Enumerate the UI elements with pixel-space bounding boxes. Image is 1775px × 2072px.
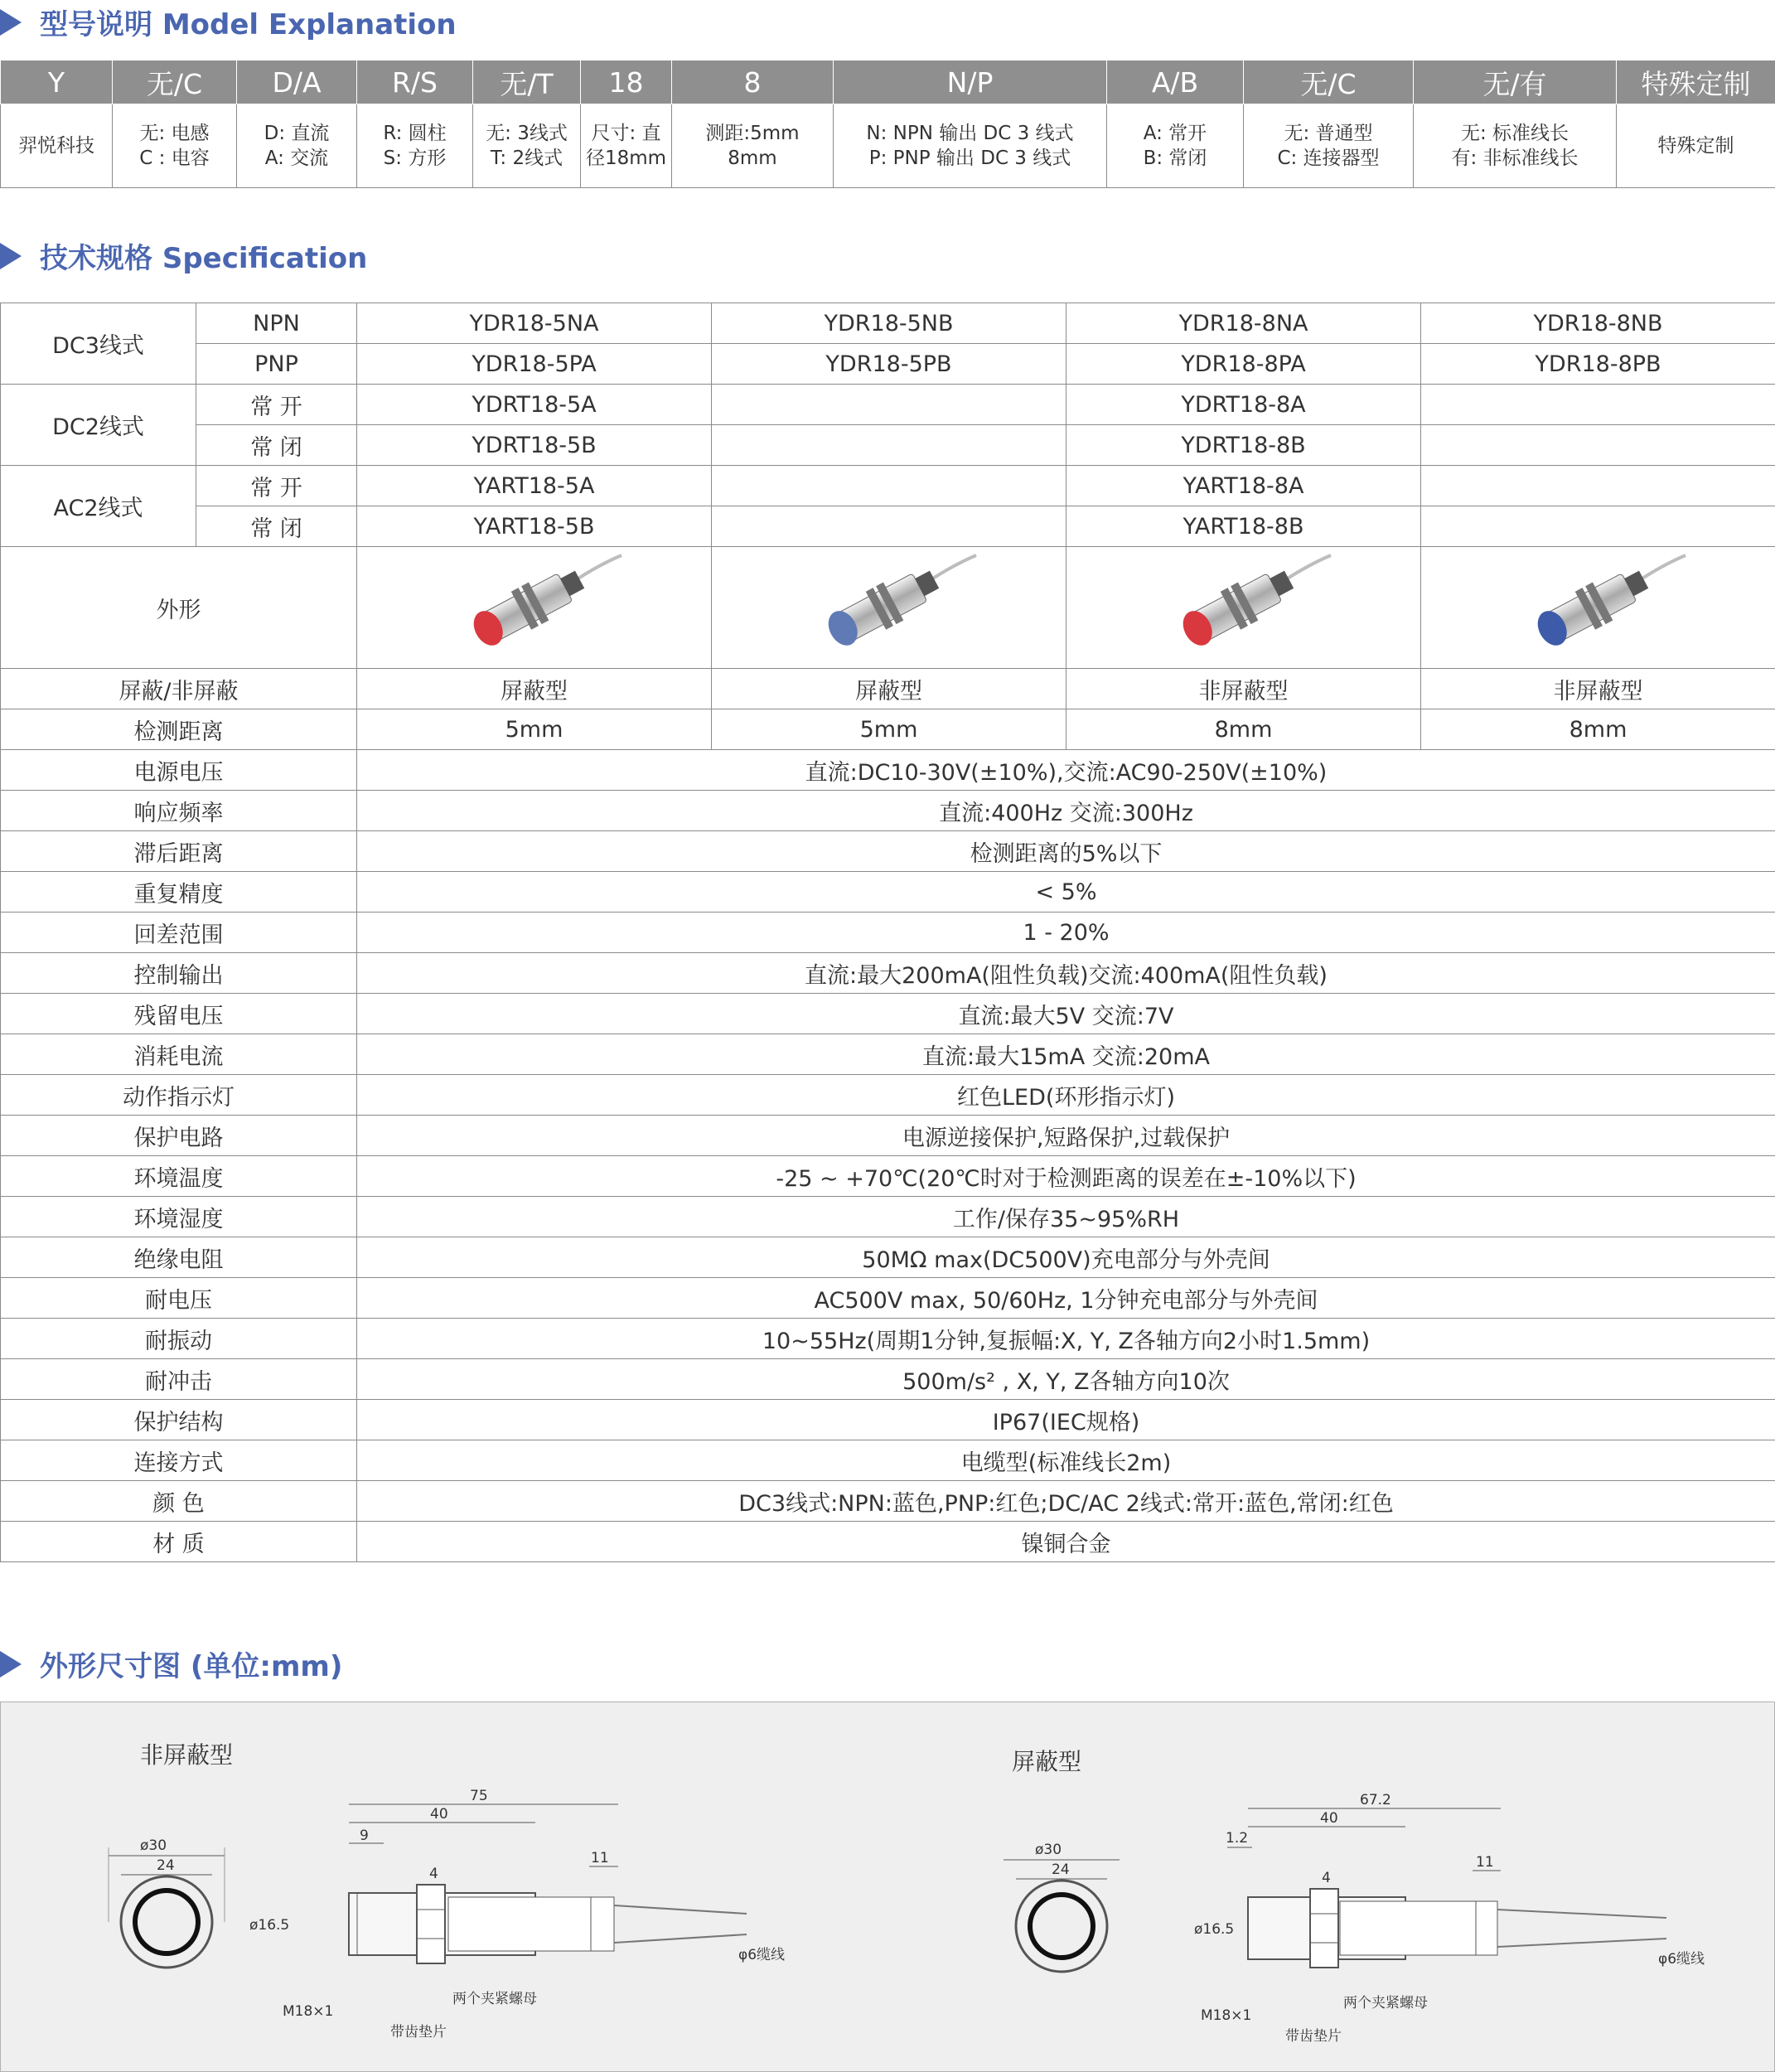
model-description-cell (834, 104, 1107, 188)
spec-row (1, 1319, 1775, 1359)
model-header-cell: Y (1, 61, 113, 104)
spec-row (1, 709, 1775, 750)
front-inner-dia: 24 (157, 1857, 175, 1874)
spec-value-cell: 8mm (1421, 709, 1775, 750)
cable-label: φ6缆线 (1658, 1951, 1705, 1968)
model-number-cell (712, 385, 1066, 425)
spec-value-cell: 直流:最大5V 交流:7V (357, 994, 1775, 1034)
row-label: 保护电路 (1, 1116, 357, 1156)
model-number-cell: YART18-8B (1066, 506, 1421, 547)
sensor-image-cell (1066, 547, 1421, 669)
model-number-cell (1421, 466, 1775, 506)
description-line: B: 常闭 (1143, 148, 1207, 169)
model-description-cell (1107, 104, 1244, 188)
model-number-cell: YDR18-8NA (1066, 303, 1421, 344)
thread-spec: M18×1 (1201, 2007, 1252, 2024)
spec-value-cell: -25 ~ +70℃(20℃时对于检测距离的误差在±-10%以下) (357, 1156, 1775, 1197)
row-label: 回差范围 (1, 913, 357, 953)
wiring-type-label: DC2线式 (1, 385, 196, 466)
row-label: 响应频率 (1, 791, 357, 831)
spec-value-cell: 屏蔽型 (357, 669, 712, 709)
model-number-row (1, 425, 1775, 466)
spec-value-cell: 500m/s² , X, Y, Z各轴方向10次 (357, 1359, 1775, 1400)
model-number-cell: YDR18-5NA (357, 303, 712, 344)
model-description-cell (1, 104, 113, 188)
length-total: 75 (470, 1788, 488, 1804)
row-label: 重复精度 (1, 872, 357, 913)
model-description-cell (237, 104, 357, 188)
body-diameter: ø16.5 (249, 1917, 290, 1934)
model-header-row (1, 61, 1775, 104)
arrow-icon (0, 243, 22, 269)
length-nut: 4 (429, 1866, 438, 1882)
spec-value-cell: DC3线式:NPN:蓝色,PNP:红色;DC/AC 2线式:常开:蓝色,常闭:红色 (357, 1481, 1775, 1522)
spec-value-cell: 电缆型(标准线长2m) (357, 1440, 1775, 1481)
row-label: 滞后距离 (1, 831, 357, 872)
model-number-cell (712, 466, 1066, 506)
length-thread: 40 (430, 1806, 448, 1823)
spec-row (1, 1440, 1775, 1481)
model-header-cell: 8 (672, 61, 834, 104)
description-line: C : 电容 (139, 148, 210, 169)
spec-row (1, 1359, 1775, 1400)
spec-value-cell: 直流:最大15mA 交流:20mA (357, 1034, 1775, 1075)
model-number-cell (712, 425, 1066, 466)
description-line: A: 交流 (264, 148, 329, 169)
model-description-cell (357, 104, 473, 188)
front-outer-dia: ø30 (1035, 1842, 1062, 1858)
spec-value-cell: 非屏蔽型 (1421, 669, 1775, 709)
output-type-label: NPN (196, 303, 357, 344)
washer-label: 带齿垫片 (1285, 2028, 1342, 2045)
row-label: 动作指示灯 (1, 1075, 357, 1116)
row-label: 耐冲击 (1, 1359, 357, 1400)
model-number-cell (712, 506, 1066, 547)
front-inner-dia: 24 (1052, 1861, 1070, 1878)
description-line: N: NPN 输出 DC 3 线式 (866, 123, 1074, 144)
spec-row (1, 1522, 1775, 1562)
cable-label: φ6缆线 (738, 1947, 786, 1963)
model-header-cell: 无/有 (1414, 61, 1617, 104)
row-label: 外形 (1, 547, 357, 669)
sensor-image-cell (357, 547, 712, 669)
front-outer-dia: ø30 (140, 1837, 167, 1854)
length-total: 67.2 (1360, 1792, 1391, 1808)
model-header-cell: D/A (237, 61, 357, 104)
model-number-cell (1421, 385, 1775, 425)
model-header-cell: R/S (357, 61, 473, 104)
row-label: 耐振动 (1, 1319, 357, 1359)
spec-row (1, 1075, 1775, 1116)
spec-row (1, 1116, 1775, 1156)
description-line: 羿悦科技 (18, 135, 94, 157)
spec-value-cell: 工作/保存35~95%RH (357, 1197, 1775, 1237)
spec-value-cell: 检测距离的5%以下 (357, 831, 1775, 872)
spec-value-cell: 1 - 20% (357, 913, 1775, 953)
length-head: 9 (360, 1828, 369, 1844)
arrow-icon (0, 1651, 22, 1677)
row-label: 颜 色 (1, 1481, 357, 1522)
row-label: 耐电压 (1, 1278, 357, 1319)
spec-row (1, 1237, 1775, 1278)
description-line: R: 圆柱 (383, 123, 447, 144)
dimension-drawing-panel (0, 1702, 1775, 2072)
section-title: 型号说明 Model Explanation (40, 8, 457, 41)
output-type-label: 常 闭 (196, 425, 357, 466)
section-spec-header (0, 235, 367, 276)
washer-label: 带齿垫片 (390, 2024, 447, 2041)
description-line: 无: 标准线长 (1460, 123, 1569, 144)
section-dimensions-header (0, 1644, 342, 1684)
description-line: 有: 非标准线长 (1451, 148, 1579, 169)
spec-row (1, 669, 1775, 709)
thread-spec: M18×1 (283, 2003, 334, 2020)
model-number-row (1, 344, 1775, 385)
model-number-row (1, 506, 1775, 547)
model-description-cell (113, 104, 237, 188)
model-number-cell: YDRT18-5B (357, 425, 712, 466)
spec-row (1, 913, 1775, 953)
spec-row (1, 1034, 1775, 1075)
spec-value-cell: 直流:最大200mA(阻性负载)交流:400mA(阻性负载) (357, 953, 1775, 994)
model-header-cell: 无/T (473, 61, 581, 104)
row-label: 绝缘电阻 (1, 1237, 357, 1278)
model-description-cell (672, 104, 834, 188)
description-line: S: 方形 (383, 148, 447, 169)
spec-value-cell: 8mm (1066, 709, 1421, 750)
length-cable-end: 11 (591, 1850, 609, 1866)
spec-value-cell: 电源逆接保护,短路保护,过载保护 (357, 1116, 1775, 1156)
length-thread: 40 (1320, 1810, 1338, 1827)
description-line: 尺寸: 直 (591, 123, 661, 144)
length-nut: 4 (1322, 1870, 1331, 1886)
spec-value-cell: 5mm (712, 709, 1066, 750)
model-description-cell (1617, 104, 1775, 188)
model-number-cell: YDRT18-8B (1066, 425, 1421, 466)
spec-row (1, 1197, 1775, 1237)
length-head: 1.2 (1226, 1830, 1249, 1847)
model-number-cell (1421, 506, 1775, 547)
spec-row (1, 1400, 1775, 1440)
model-number-cell: YDR18-8NB (1421, 303, 1775, 344)
model-number-cell: YDRT18-5A (357, 385, 712, 425)
row-label: 屏蔽/非屏蔽 (1, 669, 357, 709)
description-line: 测距:5mm (705, 123, 800, 144)
spec-value-cell: 50MΩ max(DC500V)充电部分与外壳间 (357, 1237, 1775, 1278)
model-header-cell: A/B (1107, 61, 1244, 104)
model-description-cell (581, 104, 672, 188)
description-line: D: 直流 (264, 123, 330, 144)
spec-value-cell: 直流:DC10-30V(±10%),交流:AC90-250V(±10%) (357, 750, 1775, 791)
model-number-cell (1421, 425, 1775, 466)
row-label: 环境温度 (1, 1156, 357, 1197)
wiring-type-label: AC2线式 (1, 466, 196, 547)
nonshielded-drawing-title: 非屏蔽型 (140, 1741, 234, 1769)
description-line: 特殊定制 (1657, 135, 1734, 157)
output-type-label: 常 开 (196, 385, 357, 425)
model-header-cell: 特殊定制 (1617, 61, 1775, 104)
description-line: 径18mm (585, 148, 667, 169)
row-label: 电源电压 (1, 750, 357, 791)
model-header-cell: N/P (834, 61, 1107, 104)
description-line: T: 2线式 (490, 148, 563, 169)
sensor-image-cell (1421, 547, 1775, 669)
model-number-cell: YART18-5B (357, 506, 712, 547)
length-cable-end: 11 (1476, 1854, 1494, 1871)
description-line: P: PNP 输出 DC 3 线式 (868, 148, 1071, 169)
description-line: C: 连接器型 (1277, 148, 1380, 169)
row-label: 材 质 (1, 1522, 357, 1562)
spec-value-cell: 镍铜合金 (357, 1522, 1775, 1562)
shielded-drawing-title: 屏蔽型 (1012, 1748, 1082, 1775)
sensor-image-cell (712, 547, 1066, 669)
model-number-cell: YDR18-8PB (1421, 344, 1775, 385)
spec-value-cell: 屏蔽型 (712, 669, 1066, 709)
proximity-sensor-image (1503, 551, 1694, 659)
model-number-cell: YDRT18-8A (1066, 385, 1421, 425)
model-number-cell: YDR18-5PB (712, 344, 1066, 385)
model-number-row (1, 385, 1775, 425)
section-title: 技术规格 Specification (40, 242, 368, 275)
spec-row (1, 791, 1775, 831)
spec-value-cell: 直流:400Hz 交流:300Hz (357, 791, 1775, 831)
model-number-row (1, 303, 1775, 344)
spec-row (1, 994, 1775, 1034)
model-number-cell: YDR18-8PA (1066, 344, 1421, 385)
nonshielded-dimension-drawing (84, 1769, 912, 2067)
model-header-cell: 无/C (113, 61, 237, 104)
model-number-cell: YDR18-5PA (357, 344, 712, 385)
row-label: 控制输出 (1, 953, 357, 994)
specification-table (0, 303, 1775, 1562)
model-description-cell (1244, 104, 1414, 188)
row-label: 残留电压 (1, 994, 357, 1034)
spec-value-cell: 非屏蔽型 (1066, 669, 1421, 709)
body-diameter: ø16.5 (1194, 1921, 1235, 1938)
appearance-row (1, 547, 1775, 669)
model-number-cell: YART18-8A (1066, 466, 1421, 506)
spec-row (1, 750, 1775, 791)
model-explanation-table (0, 60, 1775, 188)
spec-row (1, 1278, 1775, 1319)
model-header-cell: 18 (581, 61, 672, 104)
spec-row (1, 1481, 1775, 1522)
proximity-sensor-image (1149, 551, 1339, 659)
model-number-row (1, 466, 1775, 506)
nuts-label: 两个夹紧螺母 (452, 1991, 537, 2007)
spec-value-cell: IP67(IEC规格) (357, 1400, 1775, 1440)
wiring-type-label: DC3线式 (1, 303, 196, 385)
row-label: 环境湿度 (1, 1197, 357, 1237)
section-title: 外形尺寸图 (单位:mm) (40, 1650, 343, 1683)
description-line: 8mm (728, 148, 777, 169)
output-type-label: PNP (196, 344, 357, 385)
proximity-sensor-image (439, 551, 630, 659)
model-description-row (1, 104, 1775, 188)
section-model-header (0, 2, 457, 42)
model-header-cell: 无/C (1244, 61, 1414, 104)
output-type-label: 常 闭 (196, 506, 357, 547)
spec-value-cell: 10~55Hz(周期1分钟,复振幅:X, Y, Z各轴方向2小时1.5mm) (357, 1319, 1775, 1359)
model-description-cell (1414, 104, 1617, 188)
description-line: A: 常开 (1143, 123, 1207, 144)
description-line: 无: 电感 (139, 123, 210, 144)
spec-row (1, 872, 1775, 913)
row-label: 消耗电流 (1, 1034, 357, 1075)
description-line: 无: 普通型 (1284, 123, 1373, 144)
spec-row (1, 953, 1775, 994)
nuts-label: 两个夹紧螺母 (1343, 1995, 1428, 2011)
spec-value-cell: 5mm (357, 709, 712, 750)
spec-value-cell: 红色LED(环形指示灯) (357, 1075, 1775, 1116)
row-label: 连接方式 (1, 1440, 357, 1481)
model-description-cell (473, 104, 581, 188)
description-line: 无: 3线式 (486, 123, 568, 144)
output-type-label: 常 开 (196, 466, 357, 506)
model-number-cell: YART18-5A (357, 466, 712, 506)
row-label: 保护结构 (1, 1400, 357, 1440)
model-number-cell: YDR18-5NB (712, 303, 1066, 344)
spec-row (1, 831, 1775, 872)
spec-row (1, 1156, 1775, 1197)
proximity-sensor-image (794, 551, 984, 659)
row-label: 检测距离 (1, 709, 357, 750)
spec-value-cell: < 5% (357, 872, 1775, 913)
spec-value-cell: AC500V max, 50/60Hz, 1分钟充电部分与外壳间 (357, 1278, 1775, 1319)
arrow-icon (0, 9, 22, 36)
shielded-dimension-drawing (979, 1773, 1775, 2071)
